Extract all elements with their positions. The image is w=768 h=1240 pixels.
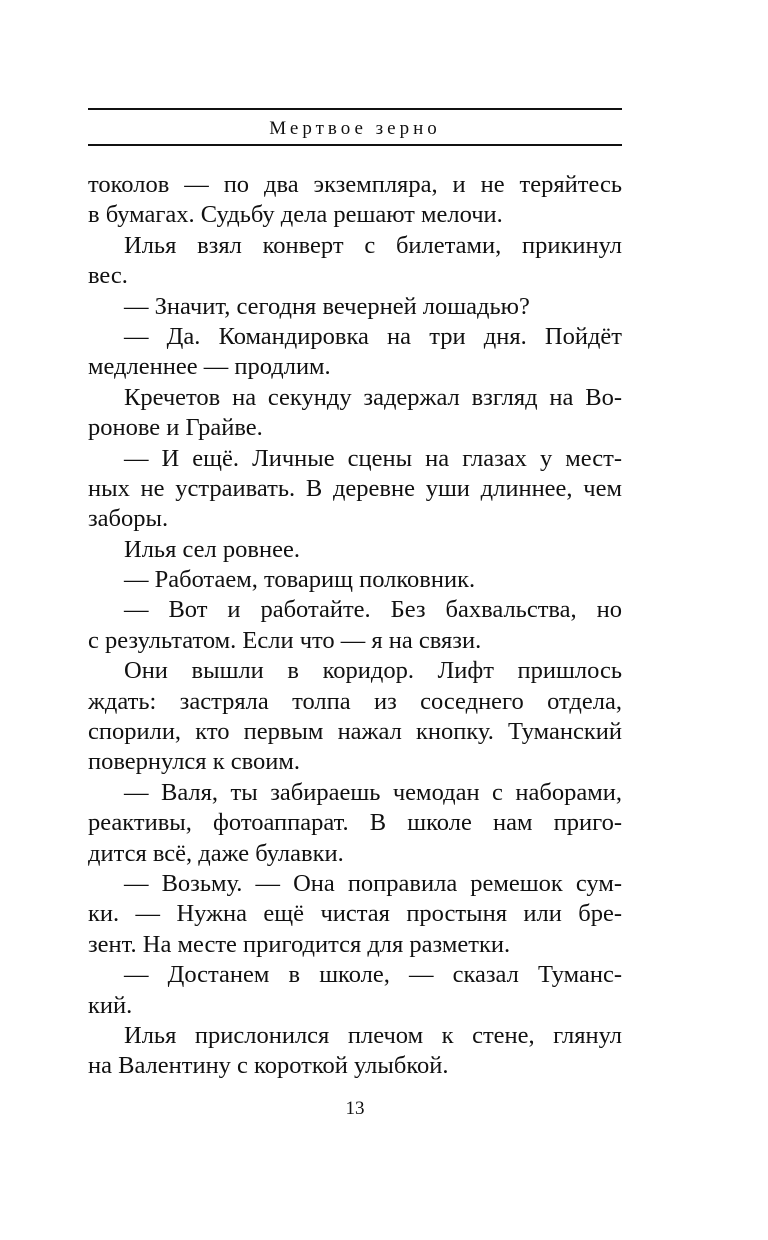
text-line: ронове и Грайве. [88,414,263,442]
text-line: повернулся к своим. [88,748,300,776]
running-header [88,108,622,146]
text-line: — Валя, ты забираешь чемодан с наборами, [124,778,622,806]
text-line: вес. [88,262,128,290]
text-line: спорили, кто первым нажал кнопку. Туманский [88,718,622,746]
text-line: — Вот и работайте. Без бахвальства, но [124,596,622,624]
book-page [88,0,622,1240]
text-line: Илья сел ровнее. [124,535,300,563]
text-line: ки. — Нужна ещё чистая простыня или бре- [88,900,622,928]
text-line: с результатом. Если что — я на связи. [88,626,482,654]
text-line: Илья прислонился плечом к стене, глянул [124,1021,622,1049]
text-line: ждать: застряла толпа из соседнего отдела, [88,687,622,715]
text-line: Илья взял конверт с билетами, прикинул [124,231,622,259]
text-line: — Значит, сегодня вечерней лошадью? [124,292,530,320]
text-line: — Возьму. — Она поправила ремешок сум- [124,869,622,897]
text-line: реактивы, фотоаппарат. В школе нам приго- [88,809,622,837]
text-line: Кречетов на секунду задержал взгляд на Во- [124,383,622,411]
running-header-title: Мертвое зерно [269,118,441,139]
text-line: ных не устраивать. В деревне уши длиннее, чем [88,474,622,502]
text-line: — Да. Командировка на три дня. Пойдёт [124,322,622,350]
text-line: — Работаем, товарищ полковник. [124,566,476,594]
body-text [88,170,622,1082]
text-line: — Достанем в школе, — сказал Туманс- [124,961,622,989]
text-line: на Валентину с короткой улыбкой. [88,1052,449,1080]
text-line: заборы. [88,505,169,533]
text-line: дится всё, даже булавки. [88,839,344,867]
text-line: — И ещё. Личные сцены на глазах у мест- [124,444,622,472]
text-line: зент. На месте пригодится для разметки. [88,930,511,958]
text-line: Они вышли в коридор. Лифт пришлось [124,657,622,685]
page-number: 13 [345,1098,365,1119]
text-line: кий. [88,991,133,1019]
text-line: в бумагах. Судьбу дела решают мелочи. [88,201,503,229]
text-line: токолов — по два экземпляра, и не теряйтесь [88,171,622,198]
text-line: медленнее — продлим. [88,353,331,381]
